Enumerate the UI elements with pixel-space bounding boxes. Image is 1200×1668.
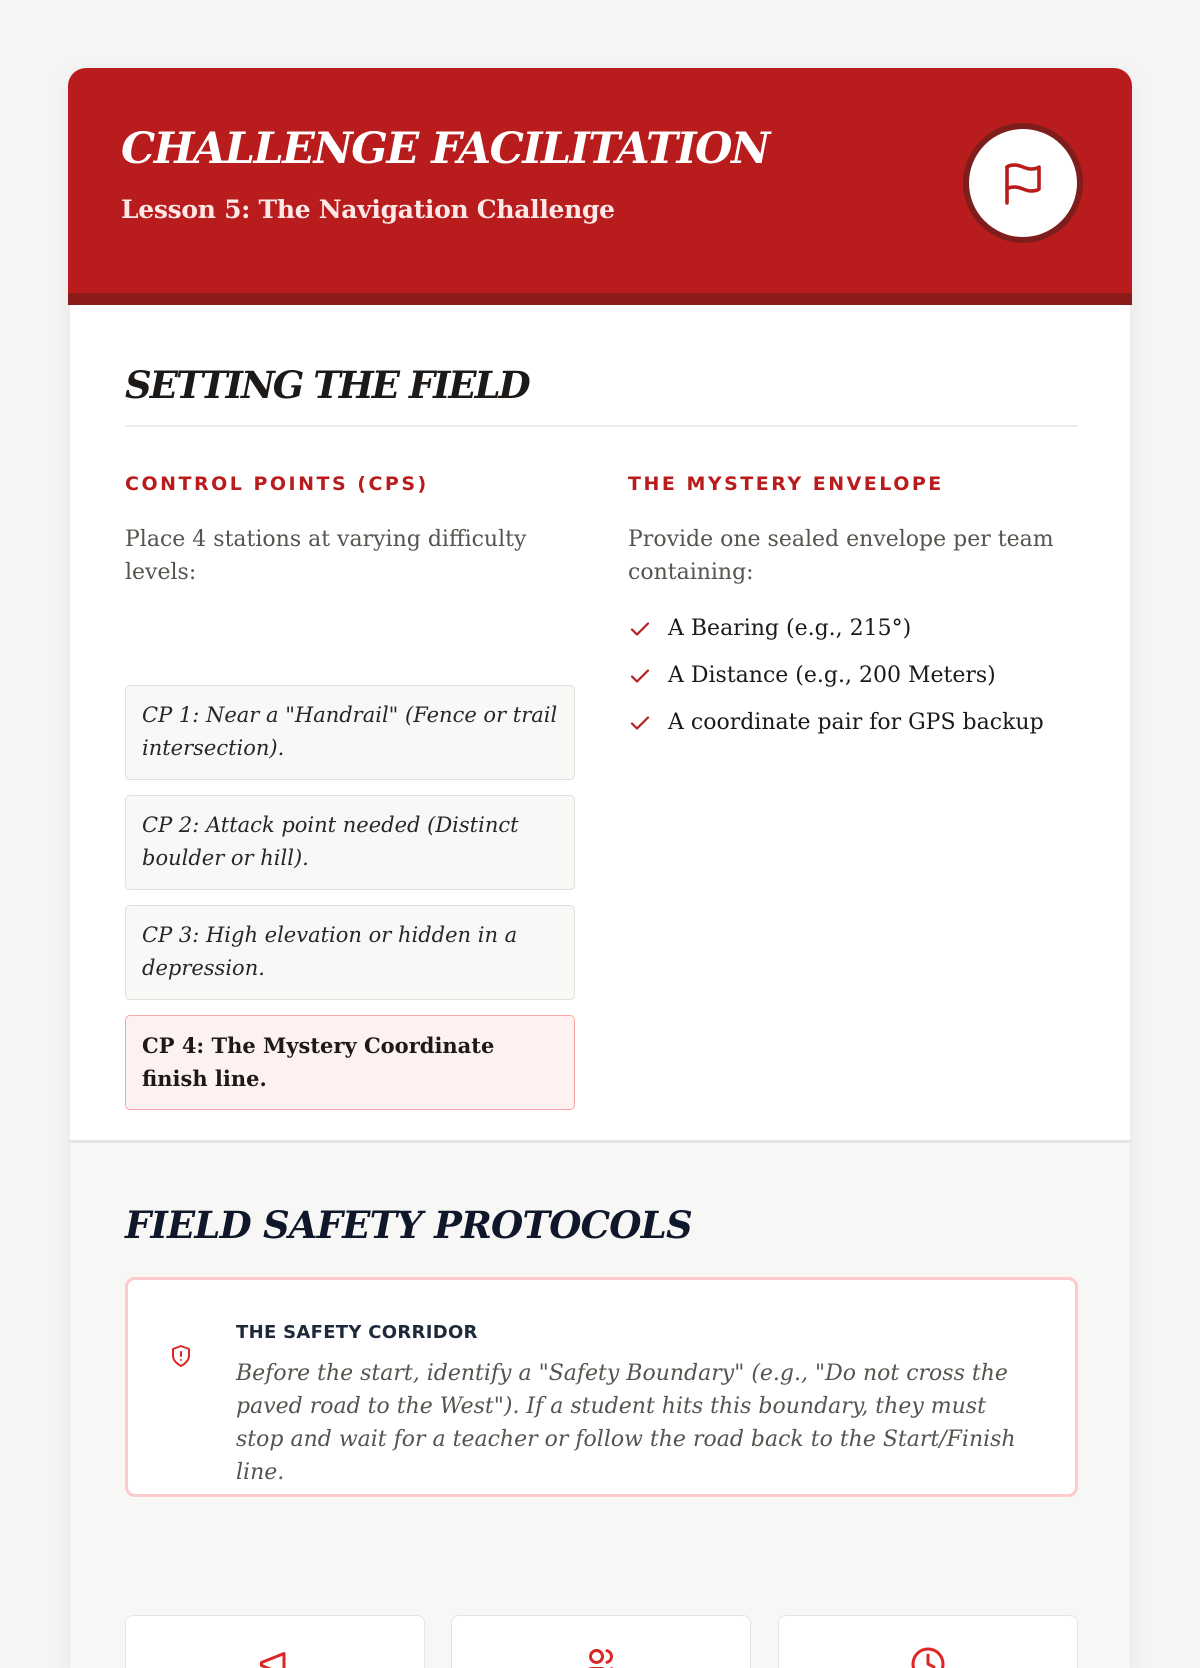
lesson-header [68, 68, 1132, 305]
megaphone-icon [257, 1646, 293, 1668]
list-item [628, 652, 1044, 699]
list-item [628, 699, 1044, 746]
users-icon [583, 1646, 619, 1668]
list-item-label: A Distance (e.g., 200 Meters) [668, 663, 996, 688]
control-points-intro: Place 4 stations at varying difficulty levels: [125, 527, 527, 585]
check-icon [628, 664, 652, 688]
mystery-envelope-intro: Provide one sealed envelope per team containing: [628, 527, 1054, 585]
mystery-envelope-heading: THE MYSTERY ENVELOPE [628, 473, 944, 495]
list-item-label: A coordinate pair for GPS backup [668, 710, 1044, 735]
field-safety-section [68, 1140, 1132, 1668]
control-point-4: CP 4: The Mystery Coordinate finish line. [125, 1015, 575, 1110]
shield-alert-icon [169, 1344, 193, 1368]
setting-the-field-section [68, 305, 1132, 1140]
control-points-heading: CONTROL POINTS (CPS) [125, 473, 429, 495]
safety-tile [778, 1615, 1078, 1668]
control-point-3: CP 3: High elevation or hidden in a depression. [125, 905, 575, 1000]
list-item-label: A Bearing (e.g., 215°) [668, 616, 912, 641]
safety-tile [451, 1615, 751, 1668]
flag-badge [963, 123, 1083, 243]
safety-corridor-text: Before the start, identify a "Safety Boundary" (e.g., "Do not cross the paved road to the West"). If a student hits this boundary, they must stop and wait for a teacher or follow the road back to the Start/Finish line. [236, 1361, 1016, 1485]
safety-corridor-callout [125, 1277, 1078, 1497]
clock-icon [910, 1646, 946, 1668]
safety-corridor-heading: THE SAFETY CORRIDOR [236, 1322, 478, 1343]
lesson-card [68, 68, 1132, 1668]
list-item [628, 605, 1044, 652]
control-point-1: CP 1: Near a "Handrail" (Fence or trail intersection). [125, 685, 575, 780]
lesson-subtitle: Lesson 5: The Navigation Challenge [121, 195, 615, 224]
section-divider [125, 425, 1078, 427]
section-title: SETTING THE FIELD [125, 363, 529, 407]
control-point-2: CP 2: Attack point needed (Distinct boulder or hill). [125, 795, 575, 890]
check-icon [628, 617, 652, 641]
page-title: CHALLENGE FACILITATION [121, 124, 769, 174]
section-title: FIELD SAFETY PROTOCOLS [125, 1203, 692, 1247]
check-icon [628, 711, 652, 735]
flag-icon [999, 159, 1047, 207]
envelope-contents-list [628, 605, 1044, 746]
safety-tile [125, 1615, 425, 1668]
